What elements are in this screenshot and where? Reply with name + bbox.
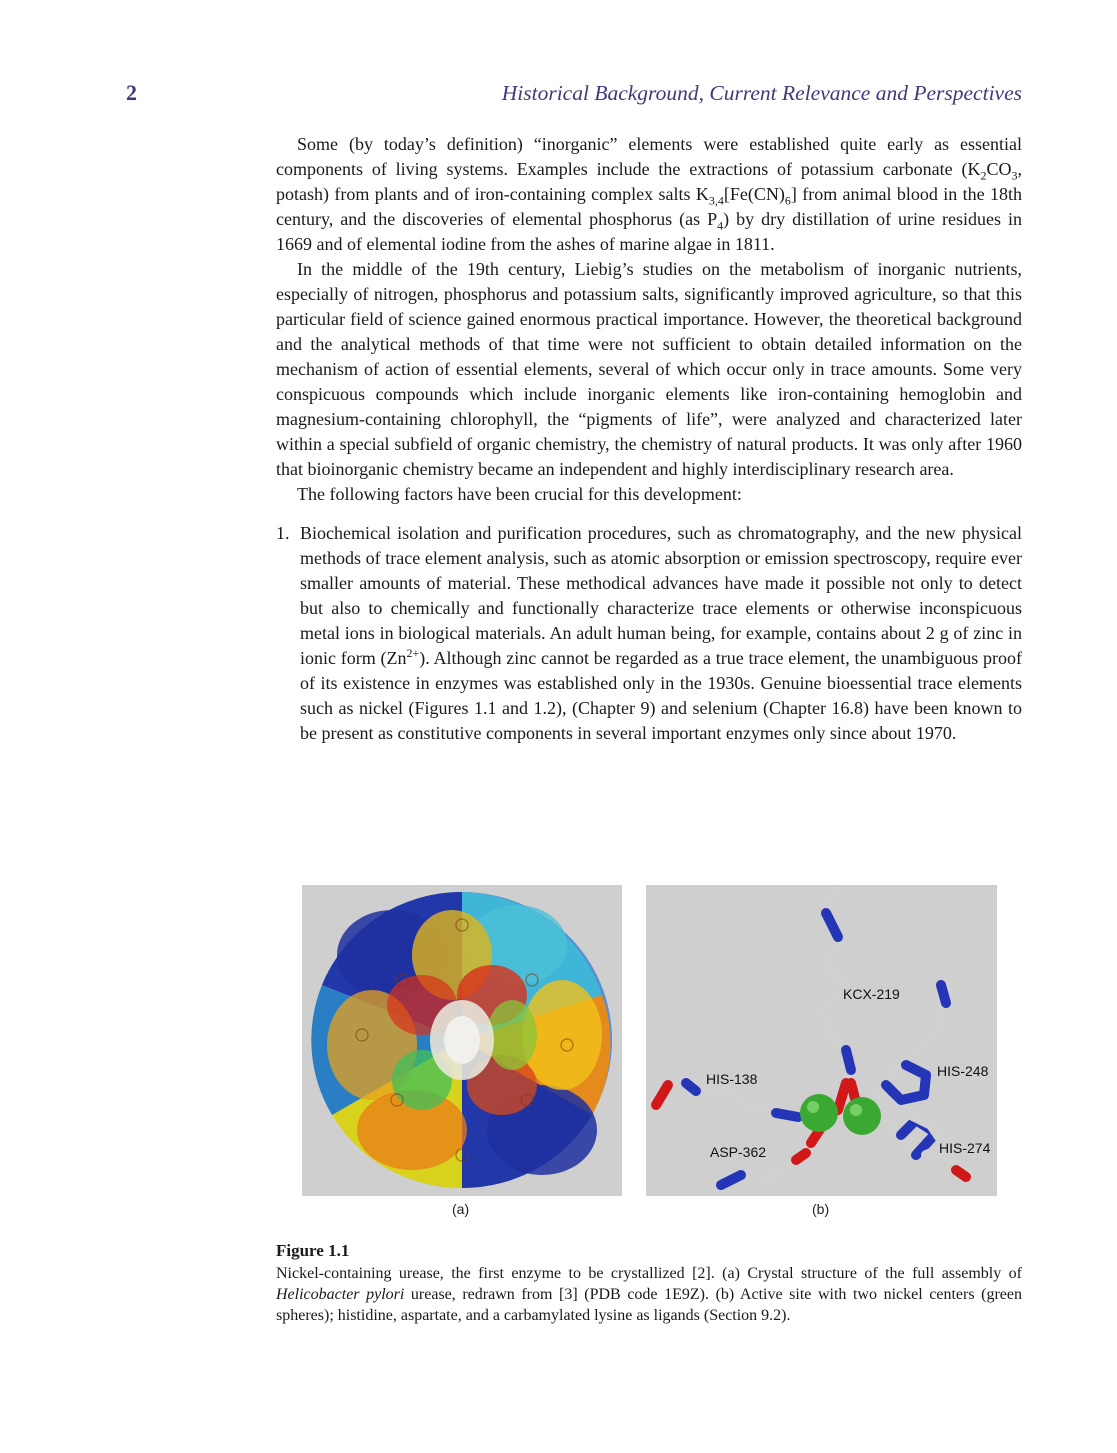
panel-label-b: (b): [812, 1201, 830, 1217]
numbered-list: [276, 521, 1022, 746]
paragraph-2: In the middle of the 19th century, Liebig’s studies on the metabolism of inorganic nutrients, especially of nitrogen, phosphorus and potassium salts, significantly improved agriculture, so that this particular field of science gained enormous practical importance. However, the theoretical background and the analytical methods of that time were not sufficient to obtain detailed information on the mechanism of action of essential elements, several of which occur only in trace amounts. Some very conspicuous compounds which include inorganic elements like iron-containing hemoglobin and magnesium-containing chlorophyll, the “pigments of life”, were analyzed and characterized later within a special subfield of organic chemistry, the chemistry of natural products. It was only after 1960 that bioinorganic chemistry became an independent and highly interdisciplinary research area.: [276, 259, 1022, 479]
figure-caption: [276, 1240, 1022, 1326]
residue-label-his-248: HIS-248: [937, 1063, 989, 1079]
residue-label-asp-362: ASP-362: [710, 1144, 767, 1160]
body-text: [276, 132, 1022, 746]
list-item: [276, 521, 1022, 746]
page-number: 2: [126, 80, 137, 105]
caption-title: Figure 1.1: [276, 1241, 350, 1260]
list-item-text: Biochemical isolation and purification procedures, such as chromatography, and the new physical methods of trace element analysis, such as atomic absorption or emission spectroscopy, require ever smaller amounts of material. These methodical advances have made it possible not only to detect but also to chemically and functionally characterize trace elements or otherwise inconspicuous metal ions in biological materials. An adult human being, for example, contains about 2 g of zinc in ionic form $(Zn^{2+})$. Although zinc cannot be regarded as a true trace element, the unambiguous proof of its existence in enzymes was established only in the 1930s. Genuine bioessential trace elements such as nickel (Figures 1.1 and 1.2), (Chapter 9) and selenium (Chapter 16.8) have been known to be present as constitutive components in several important enzymes only since about 1970.: [300, 523, 1022, 743]
paragraph-1: Some (by today’s definition) “inorganic” elements were established quite early as essential components of living systems. Examples include the extractions of potassium carbonate ($K_2CO_3$, potash) from plants and of iron-containing complex salts $K_{3,4}[Fe(CN)_6]$ from animal blood in the 18th century, and the discoveries of elemental phosphorus (as $P_4$) by dry distillation of urine residues in 1669 and of elemental iodine from the ashes of marine algae in 1811.: [276, 134, 1022, 254]
active-site-stick-model: [646, 885, 997, 1196]
residue-label-his-274: HIS-274: [939, 1140, 991, 1156]
panel-label-a: (a): [452, 1201, 470, 1217]
caption-body: Nickel-containing urease, the first enzyme to be crystallized [2]. (a) Crystal structure of the full assembly of Helicobacter pylori urease, redrawn from [3] (PDB code 1E9Z). (b) Active site with two nickel centers (green spheres); histidine, aspartate, and a carbamylated lysine as ligands (Section 9.2).: [276, 1265, 1022, 1324]
paragraph-3: The following factors have been crucial for this development:: [297, 484, 742, 504]
urease-ribbon-image: [302, 885, 622, 1196]
panel-a-protein-structure: [302, 885, 622, 1196]
figure-1-1: [300, 885, 1000, 1220]
panel-b-active-site: [646, 885, 997, 1196]
nickel-sphere-1: [800, 1094, 838, 1132]
nickel-sphere-2: [843, 1097, 881, 1135]
residue-label-kcx-219: KCX-219: [843, 986, 900, 1002]
residue-label-his-138: HIS-138: [706, 1071, 758, 1087]
running-head: Historical Background, Current Relevance and Perspectives: [501, 81, 1022, 105]
list-number: 1.: [276, 523, 290, 543]
